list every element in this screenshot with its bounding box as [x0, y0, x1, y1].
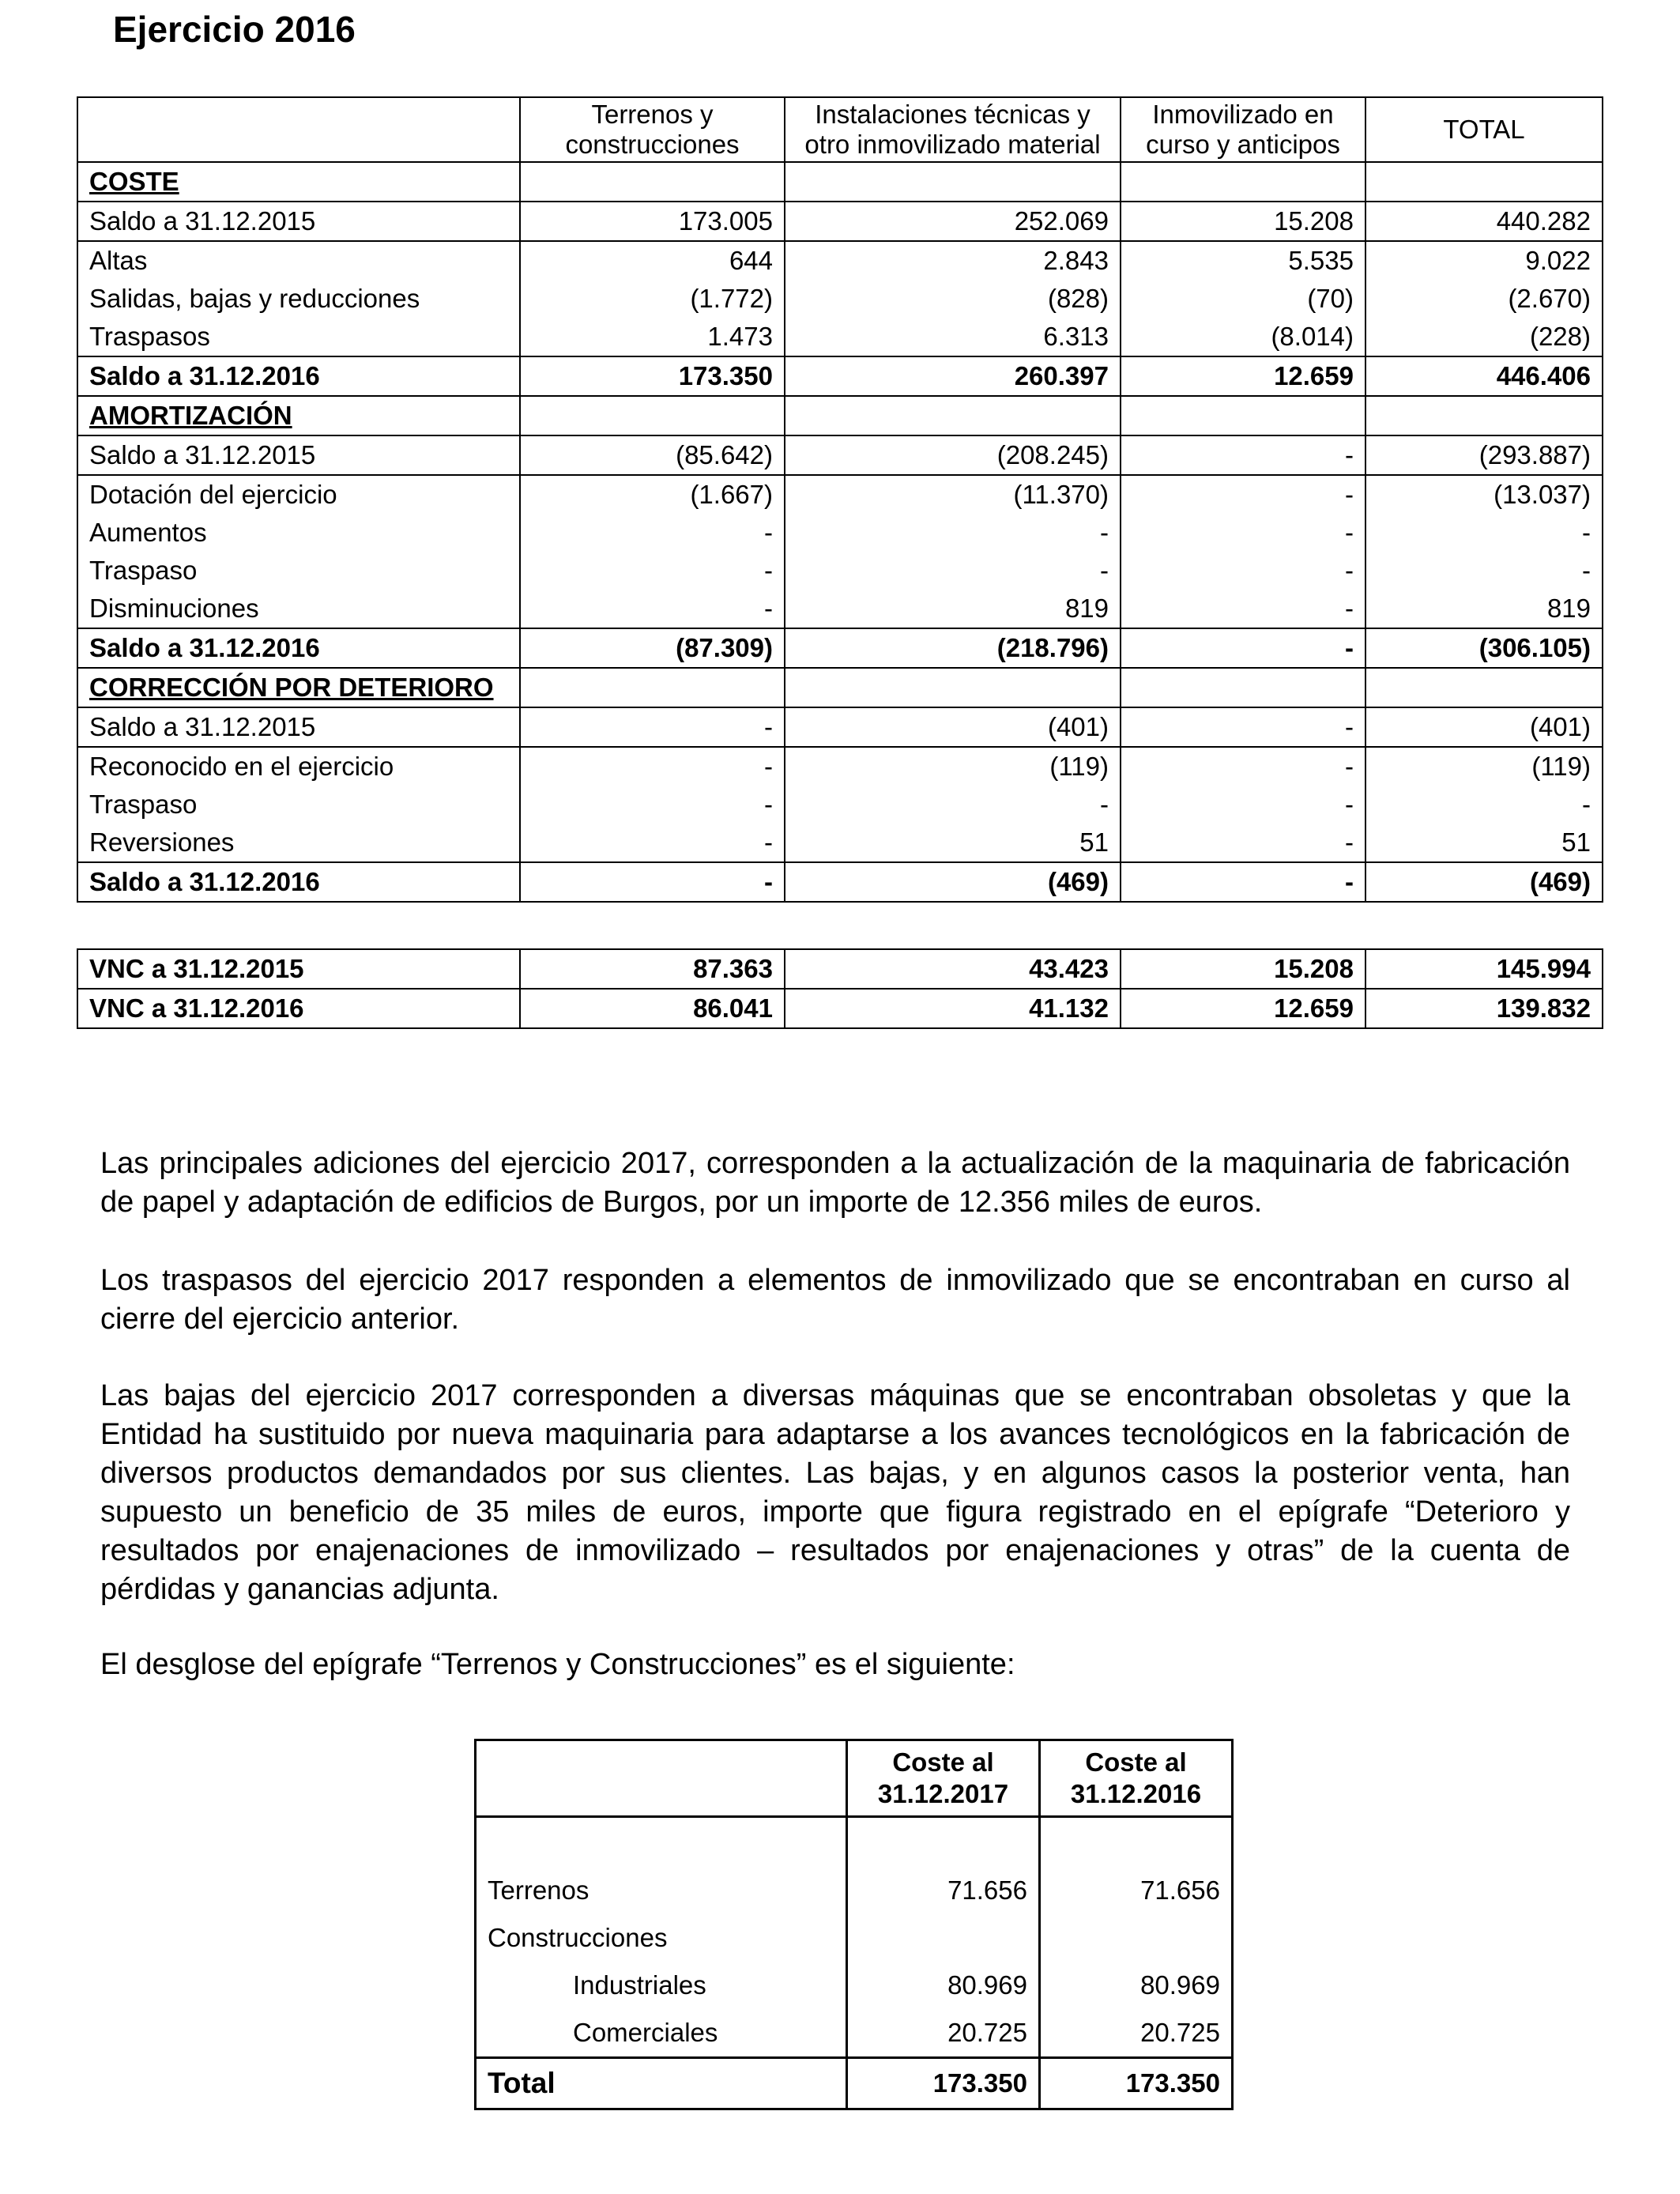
cell-value	[785, 396, 1121, 435]
cell-value: (1.667)	[520, 475, 785, 514]
table-row	[77, 747, 1603, 786]
cell-value: 86.041	[520, 989, 785, 1028]
cell-value: 2.843	[785, 241, 1121, 280]
table-row	[77, 475, 1603, 514]
spacer-row	[476, 1817, 1233, 1868]
cell-value: (306.105)	[1365, 628, 1603, 668]
cell-value	[1365, 396, 1603, 435]
row-label: Saldo a 31.12.2016	[77, 356, 520, 396]
cell-value: 20.725	[1040, 2009, 1233, 2058]
cell-value: -	[1365, 552, 1603, 590]
cell-value: (401)	[785, 707, 1121, 747]
column-header: Inmovilizado en curso y anticipos	[1121, 97, 1365, 162]
cell-value: 12.659	[1121, 356, 1365, 396]
table-row	[77, 396, 1603, 435]
empty-cell	[476, 1817, 847, 1868]
column-header: TOTAL	[1365, 97, 1603, 162]
cell-value: 1.473	[520, 318, 785, 356]
empty-cell	[1040, 1817, 1233, 1868]
table-row	[77, 862, 1603, 902]
cell-value: (13.037)	[1365, 475, 1603, 514]
column-header: Coste al 31.12.2017	[847, 1740, 1040, 1817]
cell-value	[1365, 162, 1603, 202]
cell-value: (293.887)	[1365, 435, 1603, 475]
row-label: Saldo a 31.12.2015	[77, 707, 520, 747]
cell-value: (119)	[785, 747, 1121, 786]
cell-value: 80.969	[847, 1962, 1040, 2009]
cell-value	[785, 668, 1121, 707]
row-label: COSTE	[77, 162, 520, 202]
empty-cell	[847, 1817, 1040, 1868]
cell-value: 41.132	[785, 989, 1121, 1028]
cell-value: (1.772)	[520, 280, 785, 318]
row-label: Construcciones	[476, 1914, 847, 1962]
row-label: Total	[476, 2058, 847, 2109]
cell-value: 173.005	[520, 202, 785, 241]
cell-value	[520, 162, 785, 202]
row-label: VNC a 31.12.2015	[77, 949, 520, 989]
cell-value: (208.245)	[785, 435, 1121, 475]
cell-value: -	[1121, 824, 1365, 862]
cell-value	[1121, 162, 1365, 202]
row-label: Comerciales	[476, 2009, 847, 2058]
cell-value: 87.363	[520, 949, 785, 989]
cell-value	[847, 1914, 1040, 1962]
table-row	[476, 1914, 1233, 1962]
cell-value	[785, 162, 1121, 202]
table-row	[77, 162, 1603, 202]
cell-value: (469)	[785, 862, 1121, 902]
cell-value: -	[1121, 628, 1365, 668]
table-row	[77, 241, 1603, 280]
cell-value: 145.994	[1365, 949, 1603, 989]
table-row	[77, 514, 1603, 552]
fixed-assets-table	[77, 96, 1603, 903]
column-header: Coste al 31.12.2016	[1040, 1740, 1233, 1817]
cell-value: 644	[520, 241, 785, 280]
table-row	[77, 949, 1603, 989]
table-row	[77, 786, 1603, 824]
cell-value: 9.022	[1365, 241, 1603, 280]
row-label: Dotación del ejercicio	[77, 475, 520, 514]
table-row	[476, 1962, 1233, 2009]
cell-value: 6.313	[785, 318, 1121, 356]
cell-value: -	[520, 862, 785, 902]
cell-value: -	[520, 786, 785, 824]
cell-value: (401)	[1365, 707, 1603, 747]
cell-value: -	[1121, 747, 1365, 786]
cell-value: -	[1121, 435, 1365, 475]
row-label: CORRECCIÓN POR DETERIORO	[77, 668, 520, 707]
cell-value: (11.370)	[785, 475, 1121, 514]
table-row	[77, 356, 1603, 396]
paragraph-disposals: Las bajas del ejercicio 2017 corresponden a diversas máquinas que se encontraban obsoletas y que la Entidad ha sustituido por nueva maquinaria para adaptarse a los avances tecnológicos en la fabricación de diversos productos demandados por sus clientes. Las bajas, y en algunos casos la posterior venta, han supuesto un beneficio de 35 miles de euros, importe que figura registrado en el epígrafe “Deterioro y resultados por enajenaciones de inmovilizado – resultados por enajenaciones y otras” de la cuenta de pérdidas y ganancias adjunta.	[100, 1379, 1570, 1606]
cell-value	[520, 668, 785, 707]
row-label: Saldo a 31.12.2015	[77, 435, 520, 475]
cell-value: 173.350	[847, 2058, 1040, 2109]
cell-value: 12.659	[1121, 989, 1365, 1028]
cell-value: -	[520, 747, 785, 786]
cell-value: 43.423	[785, 949, 1121, 989]
cell-value: -	[1121, 552, 1365, 590]
row-label: Aumentos	[77, 514, 520, 552]
cell-value	[1121, 668, 1365, 707]
land-buildings-breakdown-table	[474, 1739, 1234, 2110]
row-label: Traspasos	[77, 318, 520, 356]
cell-value: 15.208	[1121, 202, 1365, 241]
cell-value: 71.656	[847, 1867, 1040, 1914]
cell-value: (119)	[1365, 747, 1603, 786]
cell-value: 139.832	[1365, 989, 1603, 1028]
table-row	[77, 989, 1603, 1028]
table-header-row	[476, 1740, 1233, 1817]
table-row	[77, 590, 1603, 628]
cell-value: (469)	[1365, 862, 1603, 902]
cell-value	[520, 396, 785, 435]
cell-value: -	[1121, 707, 1365, 747]
cell-value: 51	[785, 824, 1121, 862]
cell-value: -	[1121, 514, 1365, 552]
cell-value: 819	[1365, 590, 1603, 628]
cell-value: -	[520, 707, 785, 747]
table-row	[77, 435, 1603, 475]
row-label: Reversiones	[77, 824, 520, 862]
cell-value	[1365, 668, 1603, 707]
cell-value	[1121, 396, 1365, 435]
cell-value: 15.208	[1121, 949, 1365, 989]
row-label: Traspaso	[77, 786, 520, 824]
row-label: AMORTIZACIÓN	[77, 396, 520, 435]
row-label: Saldo a 31.12.2016	[77, 628, 520, 668]
row-label: Altas	[77, 241, 520, 280]
cell-value: -	[1365, 514, 1603, 552]
table-row	[77, 318, 1603, 356]
cell-value: -	[785, 514, 1121, 552]
net-book-value-table	[77, 948, 1603, 1029]
cell-value: (2.670)	[1365, 280, 1603, 318]
table-row	[77, 668, 1603, 707]
cell-value: (828)	[785, 280, 1121, 318]
cell-value: (87.309)	[520, 628, 785, 668]
table-row	[476, 1867, 1233, 1914]
row-label: Traspaso	[77, 552, 520, 590]
cell-value: 260.397	[785, 356, 1121, 396]
cell-value: (85.642)	[520, 435, 785, 475]
cell-value: -	[520, 824, 785, 862]
cell-value: 252.069	[785, 202, 1121, 241]
cell-value: 51	[1365, 824, 1603, 862]
cell-value: -	[785, 786, 1121, 824]
table-row	[77, 707, 1603, 747]
table-row	[77, 552, 1603, 590]
paragraph-breakdown-intro: El desglose del epígrafe “Terrenos y Construcciones” es el siguiente:	[100, 1648, 1015, 1681]
row-label: Salidas, bajas y reducciones	[77, 280, 520, 318]
cell-value	[1040, 1914, 1233, 1962]
cell-value: -	[1365, 786, 1603, 824]
row-label: Terrenos	[476, 1867, 847, 1914]
cell-value: 819	[785, 590, 1121, 628]
cell-value: 20.725	[847, 2009, 1040, 2058]
table-row	[77, 824, 1603, 862]
cell-value: (218.796)	[785, 628, 1121, 668]
cell-value: 80.969	[1040, 1962, 1233, 2009]
table-row	[77, 202, 1603, 241]
cell-value: -	[520, 514, 785, 552]
cell-value: 71.656	[1040, 1867, 1233, 1914]
row-label: Reconocido en el ejercicio	[77, 747, 520, 786]
page-title: Ejercicio 2016	[113, 9, 356, 50]
column-header: Instalaciones técnicas y otro inmovilizado material	[785, 97, 1121, 162]
cell-value: (228)	[1365, 318, 1603, 356]
table-row	[77, 628, 1603, 668]
cell-value: 446.406	[1365, 356, 1603, 396]
table-row	[476, 2009, 1233, 2058]
paragraph-transfers: Los traspasos del ejercicio 2017 responden a elementos de inmovilizado que se encontraban en curso al cierre del ejercicio anterior.	[100, 1264, 1570, 1336]
cell-value: 173.350	[520, 356, 785, 396]
cell-value: -	[520, 552, 785, 590]
row-label: Disminuciones	[77, 590, 520, 628]
column-header	[476, 1740, 847, 1817]
table-row	[77, 280, 1603, 318]
total-row	[476, 2058, 1233, 2109]
cell-value: -	[520, 590, 785, 628]
column-header	[77, 97, 520, 162]
cell-value: 440.282	[1365, 202, 1603, 241]
paragraph-additions: Las principales adiciones del ejercicio 2017, corresponden a la actualización de la maquinaria de fabricación de papel y adaptación de edificios de Burgos, por un importe de 12.356 miles de euros.	[100, 1147, 1570, 1219]
cell-value: -	[1121, 475, 1365, 514]
row-label: Saldo a 31.12.2015	[77, 202, 520, 241]
cell-value: 5.535	[1121, 241, 1365, 280]
row-label: Industriales	[476, 1962, 847, 2009]
cell-value: -	[1121, 590, 1365, 628]
cell-value: (8.014)	[1121, 318, 1365, 356]
table-header-row	[77, 97, 1603, 162]
cell-value: 173.350	[1040, 2058, 1233, 2109]
column-header: Terrenos y construcciones	[520, 97, 785, 162]
cell-value: -	[1121, 786, 1365, 824]
cell-value: -	[1121, 862, 1365, 902]
row-label: VNC a 31.12.2016	[77, 989, 520, 1028]
cell-value: (70)	[1121, 280, 1365, 318]
cell-value: -	[785, 552, 1121, 590]
row-label: Saldo a 31.12.2016	[77, 862, 520, 902]
